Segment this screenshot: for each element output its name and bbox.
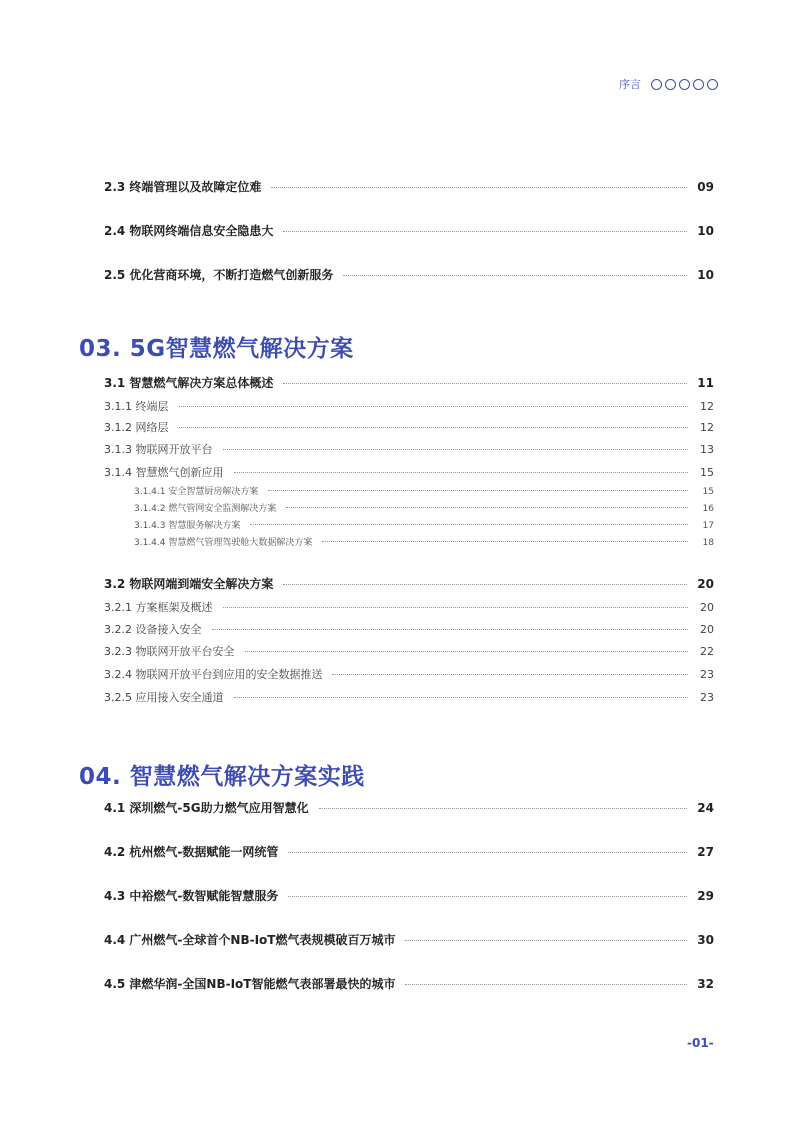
toc-leader: [343, 275, 687, 276]
toc-entry-title: 3.1.4 智慧燃气创新应用: [104, 466, 224, 479]
toc-entry-title: 2.3 终端管理以及故障定位难: [104, 180, 262, 194]
section-title-03: 03. 5G智慧燃气解决方案: [79, 336, 354, 362]
toc-entry-3-1-2[interactable]: [104, 419, 714, 435]
toc-entry-3-1-4-1[interactable]: [104, 484, 714, 497]
toc-entry-page: 23: [700, 691, 714, 704]
toc-leader: [332, 674, 688, 675]
toc-entry-3-2-1[interactable]: [104, 599, 714, 615]
toc-leader: [283, 231, 687, 232]
toc-leader: [319, 808, 688, 809]
toc-entry-3-2-3[interactable]: [104, 643, 714, 659]
toc-entry-page: 10: [697, 224, 714, 238]
toc-entry-page: 24: [697, 801, 714, 815]
toc-entry-page: 12: [700, 400, 714, 413]
toc-leader: [179, 406, 689, 407]
toc-entry-page: 23: [700, 668, 714, 681]
toc-leader: [234, 697, 689, 698]
toc-entry-4-4[interactable]: [104, 931, 714, 948]
toc-leader: [179, 427, 689, 428]
toc-entry-title: 3.2.2 设备接入安全: [104, 623, 202, 636]
toc-leader: [271, 187, 687, 188]
toc-entry-page: 11: [697, 376, 714, 390]
toc-entry-title: 4.4 广州燃气-全球首个NB-IoT燃气表规模破百万城市: [104, 933, 396, 947]
toc-entry-3-2-4[interactable]: [104, 666, 714, 682]
toc-entry-3-1-4-4[interactable]: [104, 535, 714, 548]
toc-leader: [223, 607, 689, 608]
page-number: -01-: [687, 1036, 714, 1050]
toc-leader: [283, 383, 687, 384]
toc-entry-title: 3.1.4.2 燃气管网安全监测解决方案: [134, 504, 277, 514]
toc-entry-page: 32: [697, 977, 714, 991]
toc-entry-page: 29: [697, 889, 714, 903]
toc-entry-page: 15: [700, 466, 714, 479]
toc-entry-title: 3.1.1 终端层: [104, 400, 169, 413]
toc-leader: [268, 490, 688, 491]
toc-entry-title: 3.2.4 物联网开放平台到应用的安全数据推送: [104, 668, 323, 681]
toc-entry-3-1-4[interactable]: [104, 464, 714, 480]
toc-entry-page: 22: [700, 645, 714, 658]
toc-leader: [322, 541, 688, 542]
toc-leader: [288, 896, 687, 897]
toc-entry-page: 20: [700, 601, 714, 614]
circle-icon: [707, 79, 718, 90]
toc-leader: [250, 524, 688, 525]
toc-entry-title: 2.5 优化营商环境，不断打造燃气创新服务: [104, 268, 334, 282]
toc-entry-title: 3.1.3 物联网开放平台: [104, 443, 213, 456]
toc-entry-4-3[interactable]: [104, 887, 714, 904]
toc-leader: [405, 940, 687, 941]
toc-entry-title: 3.1.4.3 智慧服务解决方案: [134, 521, 241, 531]
toc-entry-2-4[interactable]: [104, 222, 714, 239]
toc-entry-3-1-1[interactable]: [104, 398, 714, 414]
toc-entry-3-2-5[interactable]: [104, 689, 714, 705]
toc-entry-3-1-4-3[interactable]: [104, 518, 714, 531]
toc-leader: [223, 449, 689, 450]
toc-entry-title: 3.2.5 应用接入安全通道: [104, 691, 224, 704]
toc-entry-3-1[interactable]: [104, 374, 714, 391]
toc-entry-page: 27: [697, 845, 714, 859]
toc-entry-title: 4.3 中裕燃气-数智赋能智慧服务: [104, 889, 279, 903]
toc-entry-4-1[interactable]: [104, 799, 714, 816]
section-title-04: 04. 智慧燃气解决方案实践: [79, 764, 365, 790]
toc-entry-title: 3.2.3 物联网开放平台安全: [104, 645, 235, 658]
toc-entry-2-5[interactable]: [104, 266, 714, 283]
toc-entry-page: 15: [702, 487, 714, 497]
toc-entry-4-5[interactable]: [104, 975, 714, 992]
toc-entry-page: 20: [697, 577, 714, 591]
toc-entry-title: 3.1.2 网络层: [104, 421, 169, 434]
toc-entry-title: 2.4 物联网终端信息安全隐患大: [104, 224, 274, 238]
toc-entry-page: 17: [702, 521, 714, 531]
page-header: [619, 76, 718, 92]
circle-icon: [693, 79, 704, 90]
toc-entry-title: 4.1 深圳燃气-5G助力燃气应用智慧化: [104, 801, 309, 815]
toc-entry-title: 3.1.4.1 安全智慧厨房解决方案: [134, 487, 259, 497]
toc-leader: [245, 651, 689, 652]
toc-entry-page: 10: [697, 268, 714, 282]
toc-leader: [288, 852, 687, 853]
toc-entry-page: 13: [700, 443, 714, 456]
toc-entry-3-1-4-2[interactable]: [104, 501, 714, 514]
circle-icon: [651, 79, 662, 90]
toc-entry-page: 18: [702, 538, 714, 548]
toc-entry-title: 3.2 物联网端到端安全解决方案: [104, 577, 274, 591]
circle-icon: [665, 79, 676, 90]
toc-entry-3-2[interactable]: [104, 575, 714, 592]
header-circles: [651, 79, 718, 90]
toc-entry-title: 4.2 杭州燃气-数据赋能一网统管: [104, 845, 279, 859]
toc-leader: [283, 584, 687, 585]
circle-icon: [679, 79, 690, 90]
toc-entry-title: 3.1.4.4 智慧燃气管理驾驶舱大数据解决方案: [134, 538, 313, 548]
toc-entry-page: 16: [702, 504, 714, 514]
toc-entry-page: 30: [697, 933, 714, 947]
toc-entry-page: 12: [700, 421, 714, 434]
toc-entry-3-2-2[interactable]: [104, 621, 714, 637]
toc-entry-4-2[interactable]: [104, 843, 714, 860]
header-label: 序言: [619, 78, 641, 91]
toc-entry-title: 3.2.1 方案框架及概述: [104, 601, 213, 614]
toc-leader: [212, 629, 689, 630]
toc-entry-2-3[interactable]: [104, 178, 714, 195]
toc-entry-title: 4.5 津燃华润-全国NB-IoT智能燃气表部署最快的城市: [104, 977, 396, 991]
toc-leader: [234, 472, 689, 473]
toc-entry-page: 20: [700, 623, 714, 636]
toc-leader: [286, 507, 688, 508]
toc-leader: [405, 984, 687, 985]
toc-entry-3-1-3[interactable]: [104, 441, 714, 457]
toc-entry-title: 3.1 智慧燃气解决方案总体概述: [104, 376, 274, 390]
toc-entry-page: 09: [697, 180, 714, 194]
